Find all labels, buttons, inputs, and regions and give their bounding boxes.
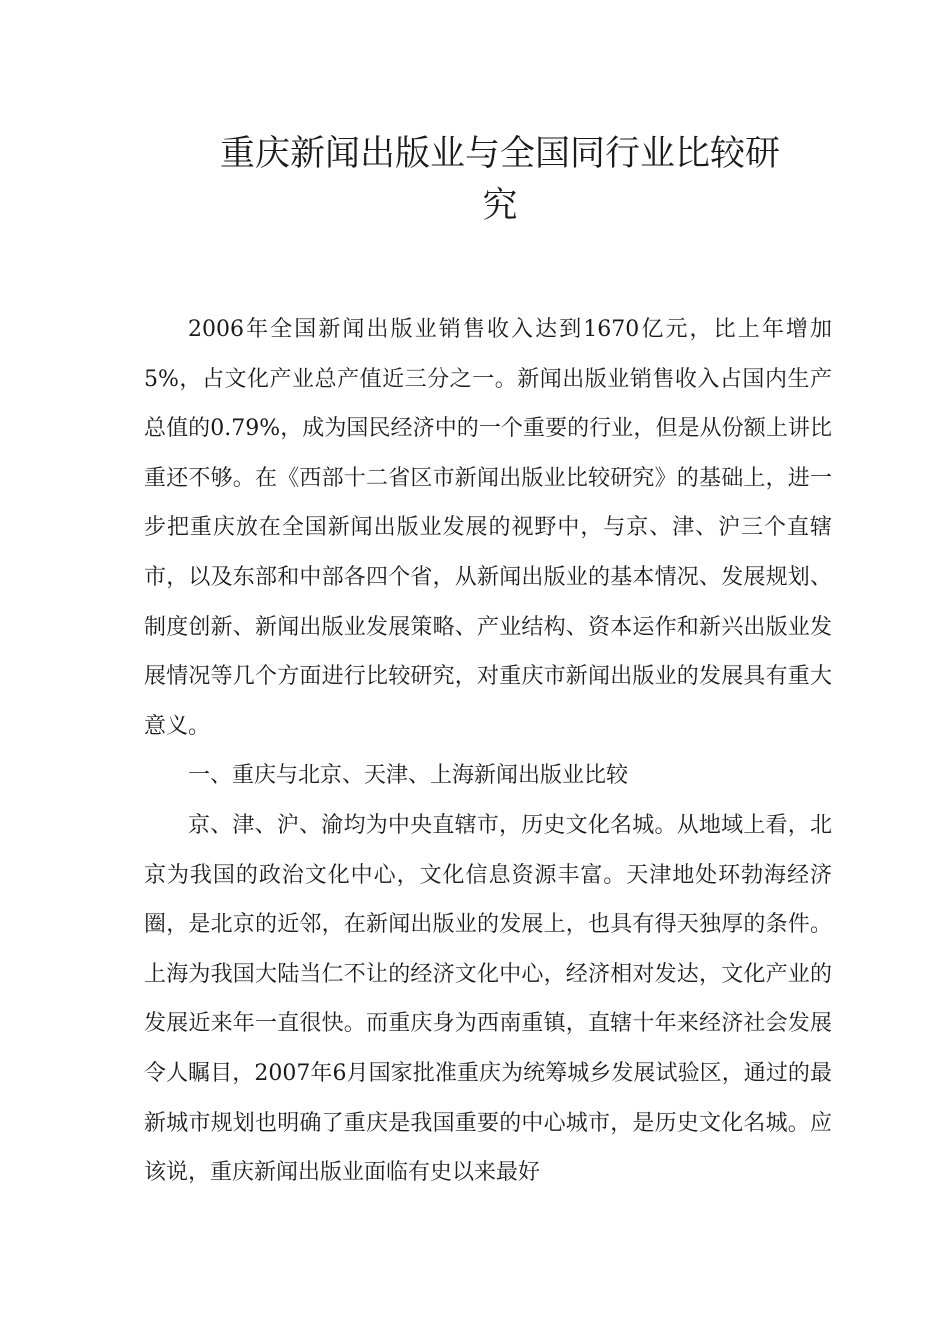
title-line-1: 重庆新闻出版业与全国同行业比较研 [219,134,780,174]
paragraph-intro: 2006年全国新闻出版业销售收入达到1670亿元，比上年增加5%，占文化产业总产值近三分之一。新闻出版业销售收入占国内生产总值的0.79%，成为国民经济中的一个重要的行业，但是从份额上讲比重还不够。在《西部十二省区市新闻出版业比较研究》的基础上，进一步把重庆放在全国新闻出版业发展的视野中，与京、津、沪三个直辖市，以及东部和中部各四个省，从新闻出版业的基本情况、发展规划、制度创新、新闻出版业发展策略、产业结构、资本运作和新兴出版业发展情况等几个方面进行比较研究，对重庆市新闻出版业的发展具有重大意义。 [144,317,832,739]
document-title [180,128,820,232]
title-line-2: 究 [482,186,518,226]
paragraph-comparison: 京、津、沪、渝均为中央直辖市，历史文化名城。从地域上看，北京为我国的政治文化中心，文化信息资源丰富。天津地处环勃海经济圈，是北京的近邻，在新闻出版业的发展上，也具有得天独厚的条件。上海为我国大陆当仁不让的经济文化中心，经济相对发达，文化产业的发展近来年一直很快。而重庆身为西南重镇，直辖十年来经济社会发展令人瞩目，2007年6月国家批准重庆为统筹城乡发展试验区，通过的最新城市规划也明确了重庆是我国重要的中心城市，是历史文化名城。应该说，重庆新闻出版业面临有史以来最好 [144,812,832,1186]
document-body [144,305,832,1198]
section-heading: 一、重庆与北京、天津、上海新闻出版业比较 [188,763,629,789]
